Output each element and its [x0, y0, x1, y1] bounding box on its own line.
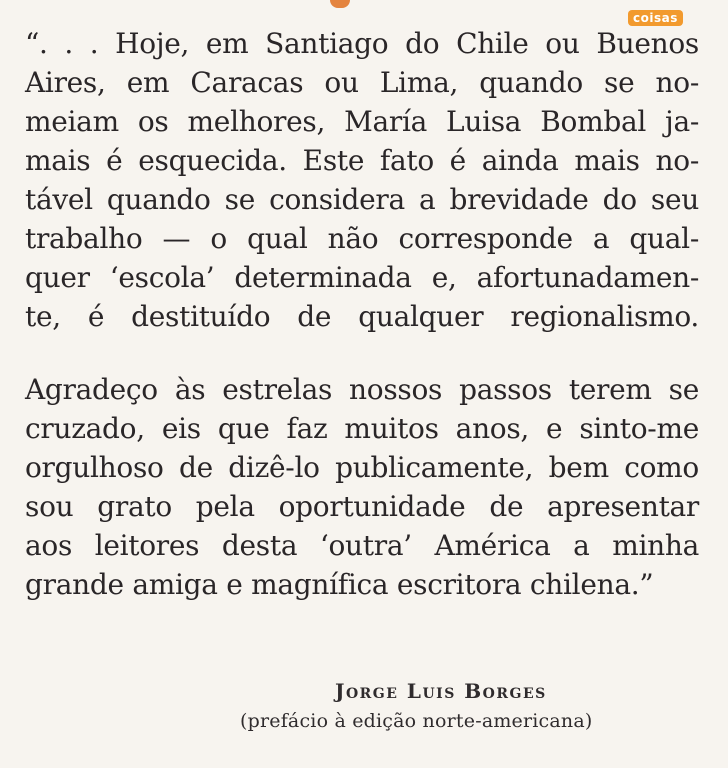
quote-line: quer ‘escola’ determinada e, afortunadamen-: [25, 261, 699, 294]
quote-line: Agradeço às estrelas nossos passos terem se: [25, 373, 699, 406]
top-decorative-mark: [330, 0, 350, 8]
quote-line: cruzado, eis que faz muitos anos, e sinto-me: [25, 412, 699, 445]
source-note: (prefácio à edição norte-americana): [240, 710, 593, 732]
author-name: Jorge Luis Borges: [335, 679, 547, 703]
quote-line: tável quando se considera a brevidade do seu: [25, 183, 699, 216]
quote-line: aos leitores desta ‘outra’ América a minha: [25, 529, 699, 562]
quote-line: orgulhoso de dizê-lo publicamente, bem como: [25, 451, 699, 484]
quote-line: mais é esquecida. Este fato é ainda mais no-: [25, 144, 699, 177]
quote-line: “. . . Hoje, em Santiago do Chile ou Buenos: [25, 27, 699, 60]
quote-line: meiam os melhores, María Luisa Bombal ja-: [25, 105, 699, 138]
quote-line: grande amiga e magnífica escritora chilena.”: [25, 568, 654, 601]
quote-line: sou grato pela oportunidade de apresentar: [25, 490, 699, 523]
quote-line: trabalho — o qual não corresponde a qual-: [25, 222, 699, 255]
watermark-logo: coisas: [628, 10, 683, 26]
quote-line: Aires, em Caracas ou Lima, quando se no-: [25, 66, 699, 99]
quote-line: te, é destituído de qualquer regionalismo.: [25, 300, 699, 333]
